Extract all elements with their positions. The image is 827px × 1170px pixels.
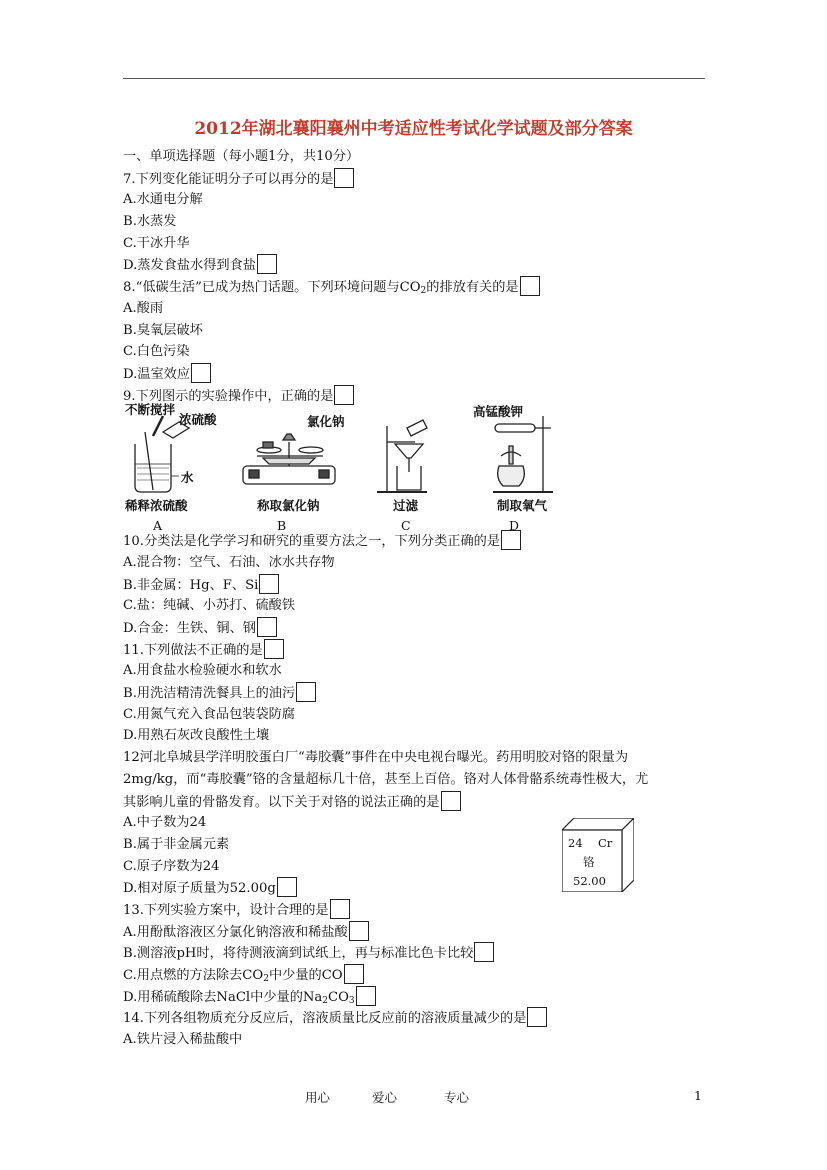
element-name: 铬 xyxy=(583,855,595,869)
element-symbol: Cr xyxy=(598,836,613,850)
question-13-option-d: D.用稀硫酸除去NaCl中少量的$Na_2CO_3$ xyxy=(123,986,708,1008)
question-13-option-a: A.用酚酞溶液区分氯化钠溶液和稀盐酸 xyxy=(123,921,708,943)
figure-letter-b: B xyxy=(277,518,287,534)
figure-b-label: 氯化钠 xyxy=(307,414,345,430)
answer-box[interactable] xyxy=(441,791,461,811)
answer-box[interactable] xyxy=(257,254,277,274)
question-8-option-c: C.白色污染 xyxy=(123,344,190,360)
question-7-option-b: B.水蒸发 xyxy=(123,214,177,230)
answer-box[interactable] xyxy=(527,1007,547,1027)
question-9-stem: 9.下列图示的实验操作中，正确的是 xyxy=(123,385,708,407)
figure-a-caption: 稀释浓硫酸 xyxy=(125,498,188,514)
question-10-option-a: A.混合物：空气、石油、冰水共存物 xyxy=(123,554,335,570)
question-11-option-d: D.用熟石灰改良酸性土壤 xyxy=(123,728,270,744)
figure-d-caption: 制取氧气 xyxy=(497,498,548,514)
question-7-option-c: C.干冰升华 xyxy=(123,235,190,251)
oxygen-apparatus-drawing xyxy=(493,416,553,492)
answer-box[interactable] xyxy=(334,168,354,188)
figure-c-caption: 过滤 xyxy=(393,498,419,514)
answer-box[interactable] xyxy=(330,899,350,919)
question-14-option-a: A.铁片浸入稀盐酸中 xyxy=(123,1032,243,1048)
figure-d-label: 高锰酸钾 xyxy=(473,404,524,420)
figure-a-label-water: 水 xyxy=(181,470,194,486)
answer-box[interactable] xyxy=(191,363,211,383)
figure-a-label-acid: 浓硫酸 xyxy=(179,412,217,428)
question-12-paragraph-2: 2mg/kg，而“毒胶囊”铬的含量超标几十倍，甚至上百倍。铬对人体骨骼系统毒性极大，尤 xyxy=(123,771,649,787)
answer-box[interactable] xyxy=(259,574,279,594)
question-13-option-c: C.用点燃的方法除去$CO_2$中少量的CO xyxy=(123,964,708,986)
question-12-paragraph-3: 其影响儿童的骨骼发育。以下关于对铬的说法正确的是 xyxy=(123,791,708,813)
experiment-figure xyxy=(123,402,708,534)
element-number: 24 xyxy=(568,836,583,850)
filtration-drawing xyxy=(377,420,427,492)
answer-box[interactable] xyxy=(277,877,297,897)
answer-box[interactable] xyxy=(501,530,521,550)
question-11-option-a: A.用食盐水检验硬水和软水 xyxy=(123,663,282,679)
question-10-option-c: C.盐：纯碱、小苏打、硫酸铁 xyxy=(123,598,296,614)
question-list xyxy=(123,146,708,1051)
question-11-stem: 11.下列做法不正确的是 xyxy=(123,639,708,661)
figure-b-caption: 称取氯化钠 xyxy=(257,498,320,514)
footer-word-3: 专心 xyxy=(444,1090,470,1105)
answer-box[interactable] xyxy=(296,682,316,702)
page-title: 2012年湖北襄阳襄州中考适应性考试化学试题及部分答案 xyxy=(194,119,633,139)
answer-box[interactable] xyxy=(344,964,364,984)
figure-letter-a: A xyxy=(153,518,163,534)
question-8-option-b: B.臭氧层破坏 xyxy=(123,322,203,338)
question-13-stem: 13.下列实验方案中，设计合理的是 xyxy=(123,899,708,921)
question-10-option-d: D.合金：生铁、铜、钢 xyxy=(123,617,708,639)
question-12-option-a: A.中子数为24 xyxy=(123,815,207,831)
page-number: 1 xyxy=(694,1088,702,1103)
page-footer xyxy=(0,1088,827,1108)
answer-box[interactable] xyxy=(349,921,369,941)
question-7-option-d: D.蒸发食盐水得到食盐 xyxy=(123,254,708,276)
figure-letter-c: C xyxy=(401,518,411,534)
question-7-option-a: A.水通电分解 xyxy=(123,192,203,208)
question-12-option-c: C.原子序数为24 xyxy=(123,858,220,874)
question-8-option-d: D.温室效应 xyxy=(123,363,708,385)
question-12-option-b: B.属于非金属元素 xyxy=(123,836,230,852)
chromium-element-card xyxy=(562,818,634,892)
question-14-stem: 14.下列各组物质充分反应后，溶液质量比反应前的溶液质量减少的是 xyxy=(123,1007,708,1029)
question-7-stem: 7.下列变化能证明分子可以再分的是 xyxy=(123,168,708,190)
answer-box[interactable] xyxy=(474,942,494,962)
figure-letter-d: D xyxy=(509,518,520,534)
question-8-stem: 8.“低碳生活”已成为热门话题。下列环境问题与$CO_2$的排放有关的是 xyxy=(123,276,708,298)
answer-box[interactable] xyxy=(520,276,540,296)
answer-box[interactable] xyxy=(264,639,284,659)
balance-drawing xyxy=(243,434,335,484)
question-12-option-d: D.相对原子质量为52.00g xyxy=(123,877,708,899)
answer-box[interactable] xyxy=(257,617,277,637)
figure-a-label-stir: 不断搅拌 xyxy=(125,402,176,418)
element-mass: 52.00 xyxy=(573,874,606,888)
answer-box[interactable] xyxy=(356,986,376,1006)
footer-word-2: 爱心 xyxy=(372,1090,398,1105)
question-13-option-b: B.测溶液pH时，将待测液滴到试纸上，再与标准比色卡比较 xyxy=(123,942,708,964)
question-10-option-b: B.非金属：Hg、F、Si xyxy=(123,574,708,596)
section-heading: 一、单项选择题（每小题1分，共10分） xyxy=(123,149,360,164)
question-11-option-c: C.用氮气充入食品包装袋防腐 xyxy=(123,706,296,722)
answer-box[interactable] xyxy=(334,385,354,405)
question-8-option-a: A.酸雨 xyxy=(123,300,164,316)
header-rule xyxy=(123,78,705,79)
question-11-option-b: B.用洗洁精清洗餐具上的油污 xyxy=(123,682,708,704)
question-12-paragraph-1: 12河北阜城县学洋明胶蛋白厂“毒胶囊”事件在中央电视台曝光。药用明胶对铬的限量为 xyxy=(123,750,629,766)
question-10-stem: 10.分类法是化学学习和研究的重要方法之一，下列分类正确的是 xyxy=(123,530,708,552)
footer-word-1: 用心 xyxy=(305,1090,331,1105)
